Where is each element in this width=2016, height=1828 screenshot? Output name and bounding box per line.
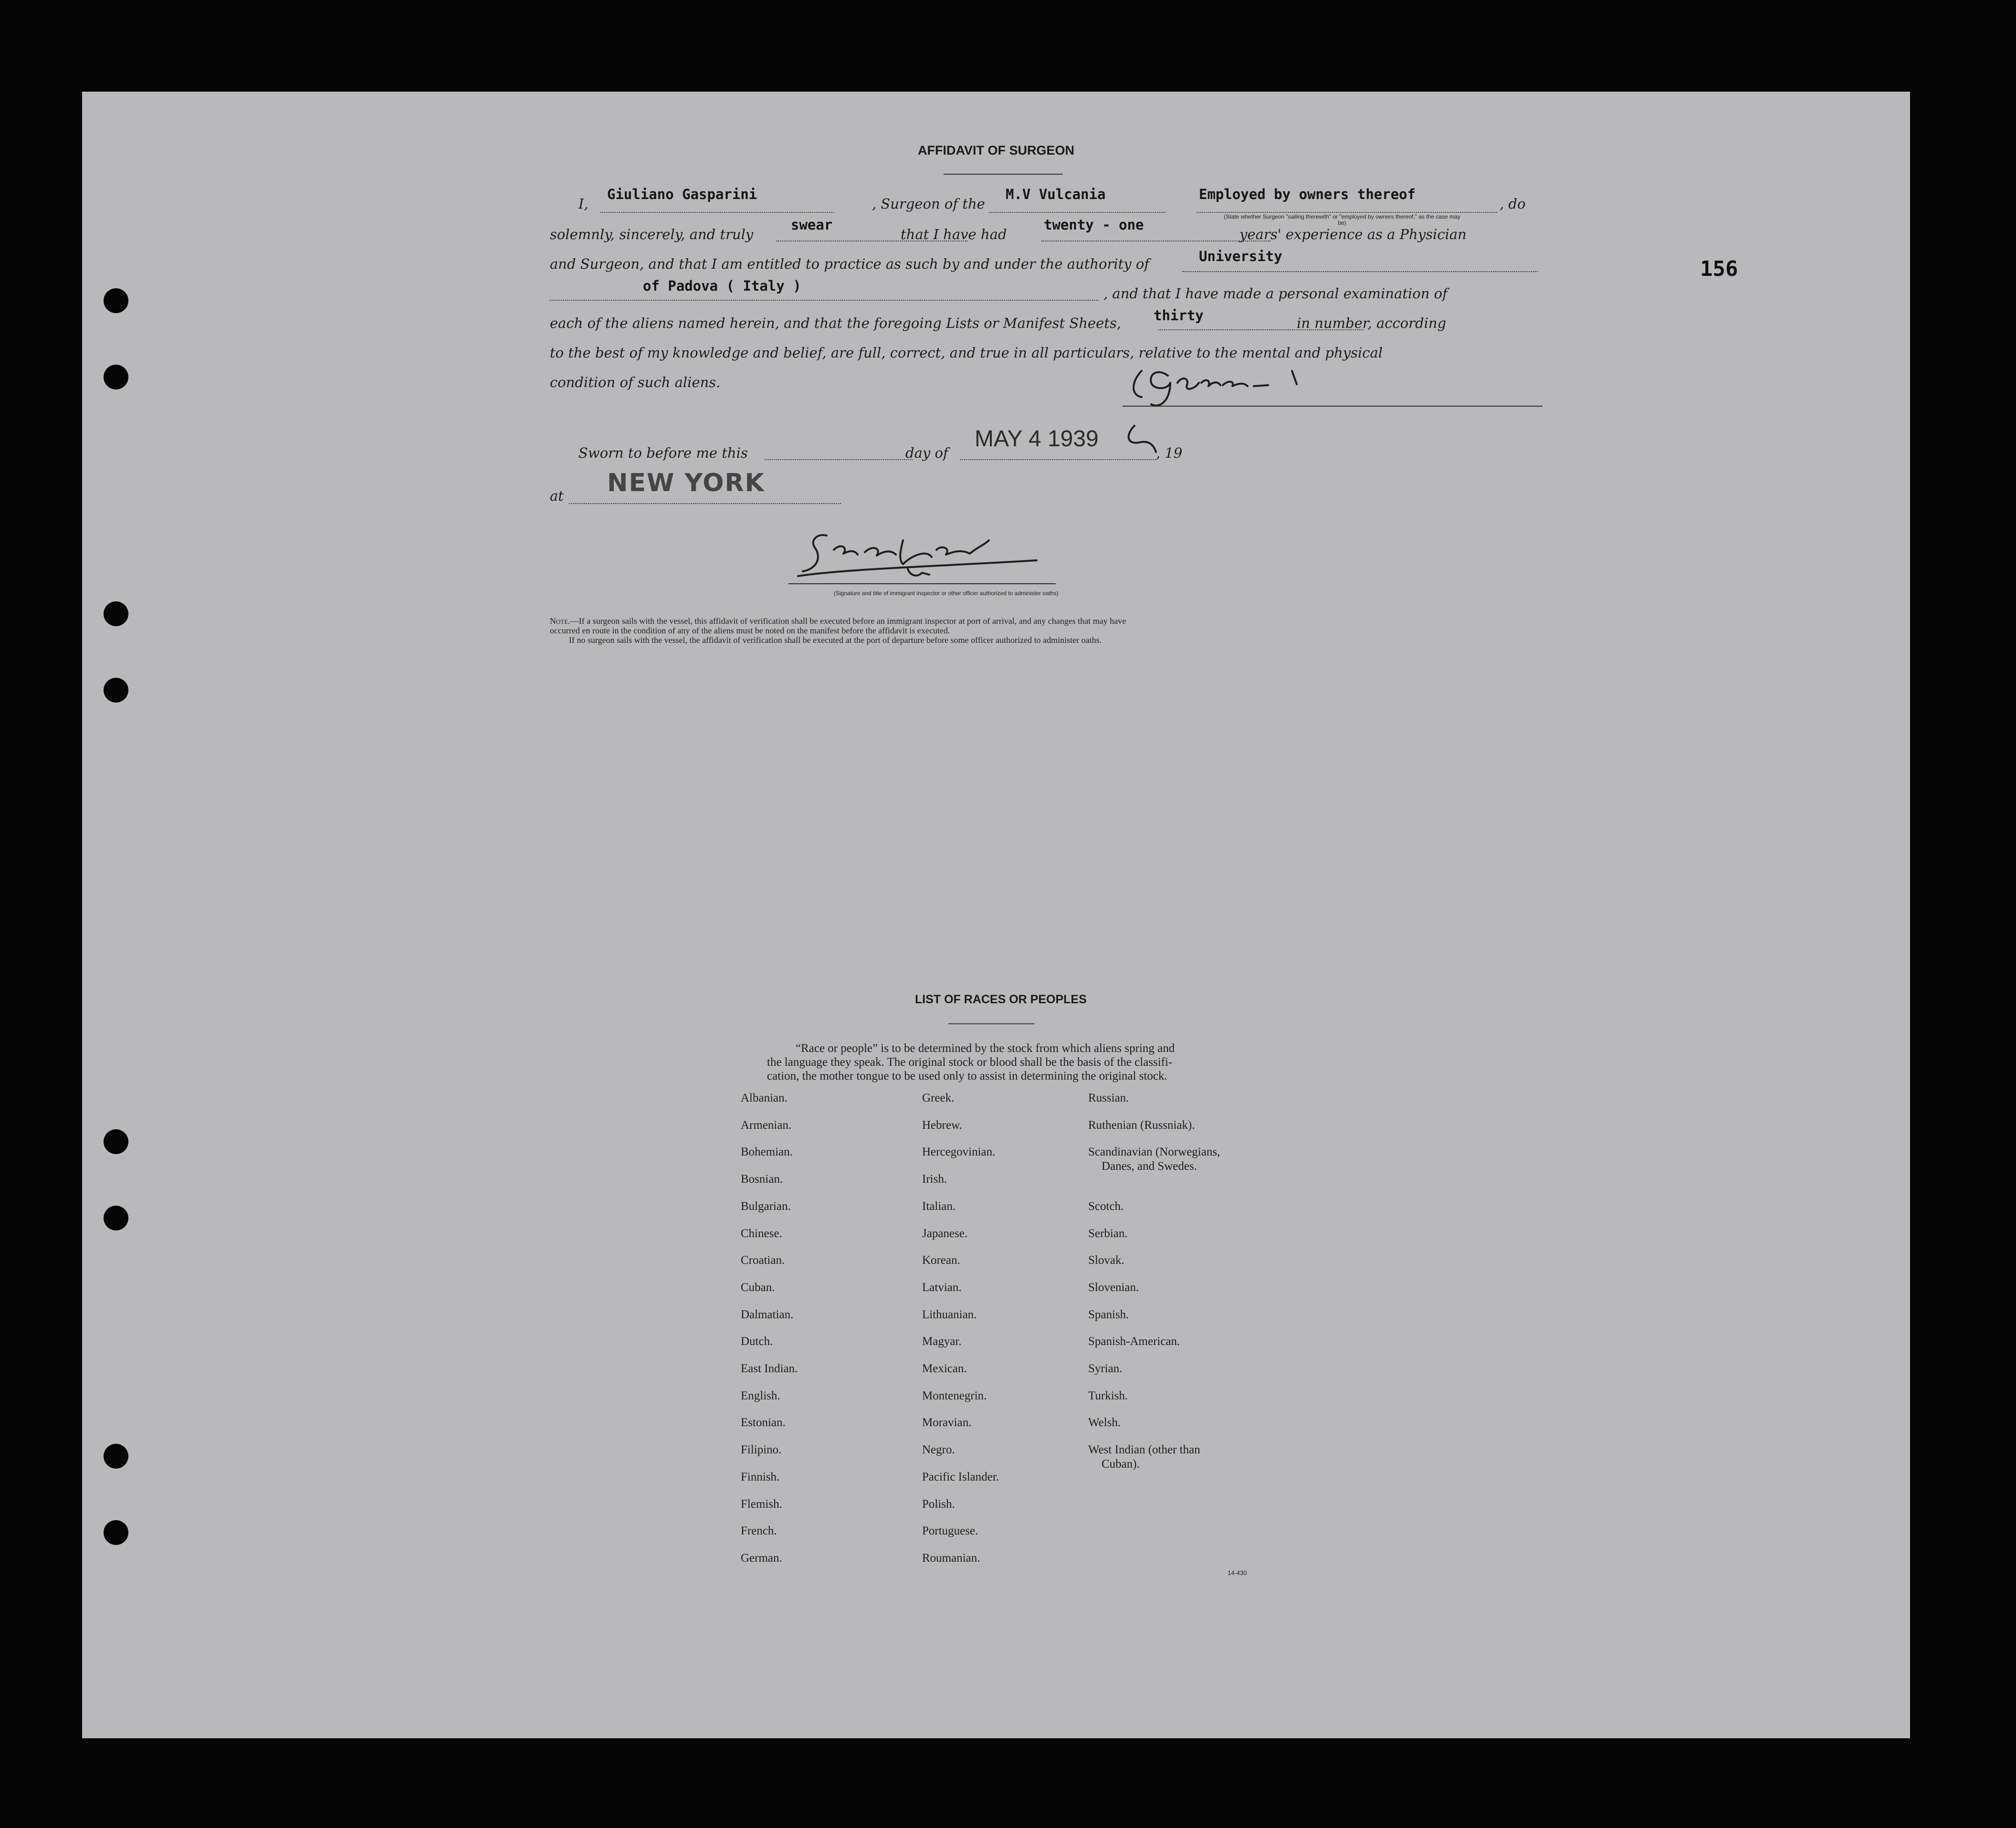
employment-note: (State whether Surgeon "sailing therewith" or "employed by owners thereof," as the case may be) — [1224, 213, 1460, 226]
race-entry: Dalmatian. — [741, 1308, 794, 1321]
day-label: day of — [905, 445, 948, 461]
years: twenty - one — [1044, 217, 1144, 233]
surgeon-name: Giuliano Gasparini — [607, 186, 757, 202]
race-entry: Serbian. — [1088, 1227, 1128, 1240]
line7: condition of such aliens. — [550, 374, 721, 390]
race-entry: Magyar. — [922, 1335, 962, 1348]
manifest-page — [82, 92, 1910, 1738]
race-entry: Moravian. — [922, 1416, 972, 1429]
race-entry: Negro. — [922, 1443, 955, 1456]
line2-pre: solemnly, sincerely, and truly — [550, 226, 754, 242]
line2-post: years' experience as a Physician — [1239, 226, 1467, 242]
punch-hole — [104, 678, 128, 703]
line3-pre: and Surgeon, and that I am entitled to practice as such by and under the authority of — [550, 256, 1150, 272]
line1-mid: , Surgeon of the — [872, 196, 985, 212]
authority1: University — [1199, 248, 1282, 264]
inspector-signature-line — [788, 583, 1056, 584]
race-entry: Hebrew. — [922, 1119, 962, 1132]
inspector-signature — [788, 521, 1084, 588]
race-entry: Filipino. — [741, 1443, 782, 1456]
race-entry: Dutch. — [741, 1335, 773, 1348]
race-entry: Bohemian. — [741, 1145, 793, 1158]
race-entry: Bulgarian. — [741, 1200, 791, 1213]
at-label: at — [550, 488, 564, 504]
race-entry: Croatian. — [741, 1254, 785, 1267]
race-entry: Hercegovinian. — [922, 1145, 996, 1158]
race-entry: West Indian (other than — [1088, 1443, 1200, 1456]
line5-pre: each of the aliens named herein, and that the foregoing Lists or Manifest Sheets, — [550, 315, 1122, 331]
employment-underline — [1197, 212, 1497, 213]
line5-post: in number, according — [1297, 315, 1447, 331]
line4-post: , and that I have made a personal examination of — [1103, 285, 1448, 302]
intro-line-3: cation, the mother tongue to be used only to assist in determining the original stock. — [767, 1070, 1167, 1082]
race-entry: Scandinavian (Norwegians, — [1088, 1145, 1220, 1158]
race-entry: Greek. — [922, 1092, 955, 1104]
place-stamp: NEW YORK — [607, 469, 765, 497]
line1-post: , do — [1500, 196, 1526, 212]
race-entry: Pacific Islander. — [922, 1471, 999, 1483]
race-entry: East Indian. — [741, 1362, 798, 1375]
race-entry: Russian. — [1088, 1092, 1129, 1104]
race-entry: Cuban). — [1102, 1458, 1140, 1471]
races-intro — [767, 1041, 1175, 1083]
sworn-pre: Sworn to before me this — [578, 445, 748, 461]
race-entry: Flemish. — [741, 1498, 782, 1511]
race-entry: Japanese. — [922, 1227, 968, 1240]
race-entry: Syrian. — [1088, 1362, 1123, 1375]
race-entry: Albanian. — [741, 1092, 788, 1104]
race-entry: Scotch. — [1088, 1200, 1124, 1213]
affidavit-title: AFFIDAVIT OF SURGEON — [918, 143, 1074, 158]
race-entry: Danes, and Swedes. — [1102, 1160, 1197, 1173]
note-line3: If no surgeon sails with the vessel, the affidavit of verification shall be executed at the port of departure before some officer authorized to administer oaths. — [569, 635, 1102, 645]
race-entry: Slovak. — [1088, 1254, 1124, 1267]
race-entry: Korean. — [922, 1254, 960, 1267]
race-entry: Montenegrin. — [922, 1389, 987, 1402]
race-entry: Finnish. — [741, 1471, 780, 1483]
note-label: Note. — [550, 616, 570, 626]
punch-hole — [104, 1444, 128, 1469]
signature-caption: (Signature and title of immigrant inspector or other officer authorized to administer oaths) — [834, 590, 1059, 597]
race-entry: Ruthenian (Russniak). — [1088, 1119, 1195, 1132]
race-entry: Spanish-American. — [1088, 1335, 1180, 1348]
line1-pre: I, — [578, 196, 588, 212]
punch-hole — [104, 601, 128, 626]
title-underline — [944, 174, 1063, 175]
authority-underline — [1182, 271, 1538, 272]
race-entry: Chinese. — [741, 1227, 782, 1240]
place-underline — [569, 503, 841, 504]
punch-hole — [104, 365, 128, 389]
form-number: 14-430 — [1228, 1569, 1247, 1576]
race-entry: Spanish. — [1088, 1308, 1129, 1321]
surgeon-signature — [1123, 357, 1457, 409]
race-entry: Bosnian. — [741, 1173, 783, 1186]
note — [550, 616, 1126, 626]
vessel-underline — [989, 212, 1166, 213]
race-entry: Italian. — [922, 1200, 956, 1213]
employment: Employed by owners thereof — [1199, 186, 1416, 202]
sheet-count: thirty — [1154, 307, 1204, 324]
race-entry: Estonian. — [741, 1416, 786, 1429]
race-entry: German. — [741, 1552, 782, 1565]
races-title: LIST OF RACES OR PEOPLES — [915, 993, 1087, 1006]
race-entry: Turkish. — [1088, 1389, 1128, 1402]
vessel-name: M.V Vulcania — [1006, 186, 1106, 202]
oath: swear — [791, 217, 833, 233]
line6: to the best of my knowledge and belief, are full, correct, and true in all particulars, relative to the mental and physical — [550, 345, 1383, 361]
intro-line-2: the language they speak. The original stock or blood shall be the basis of the classifi- — [767, 1056, 1173, 1069]
race-entry: Slovenian. — [1088, 1281, 1139, 1294]
race-entry: Roumanian. — [922, 1552, 980, 1565]
name-underline — [600, 212, 834, 213]
race-entry: English. — [741, 1389, 780, 1402]
race-entry: Lithuanian. — [922, 1308, 977, 1321]
punch-hole — [104, 288, 128, 313]
punch-hole — [104, 1520, 128, 1545]
race-entry: Cuban. — [741, 1281, 775, 1294]
race-entry: Armenian. — [741, 1119, 792, 1132]
race-entry: Mexican. — [922, 1362, 967, 1375]
authority2-underline — [550, 300, 1099, 301]
race-entry: Latvian. — [922, 1281, 962, 1294]
race-entry: Welsh. — [1088, 1416, 1121, 1429]
date-stamp: MAY 4 1939 — [975, 426, 1099, 452]
race-entry: Irish. — [922, 1173, 947, 1186]
year-label: , 19 — [1156, 445, 1183, 461]
intro-line-1: “Race or people” is to be determined by the stock from which aliens spring and — [796, 1042, 1175, 1055]
punch-hole — [104, 1129, 128, 1154]
races-title-underline — [948, 1023, 1034, 1024]
race-entry: Portuguese. — [922, 1524, 978, 1537]
punch-hole — [104, 1206, 128, 1230]
race-entry: French. — [741, 1524, 777, 1537]
surgeon-signature-line — [1123, 406, 1543, 407]
note-line2: occurred en route in the condition of any of the aliens must be noted on the manifest before the affidavit is executed. — [550, 626, 950, 635]
day-underline — [765, 459, 913, 460]
page-number: 156 — [1700, 257, 1738, 281]
note-line1: —If a surgeon sails with the vessel, this affidavit of verification shall be executed before an immigrant inspector at port of arrival, and any changes that may have — [570, 616, 1126, 626]
race-entry: Polish. — [922, 1498, 955, 1511]
authority2: of Padova ( Italy ) — [643, 278, 801, 294]
years-underline — [1041, 241, 1270, 242]
line2-mid: that I have had — [901, 226, 1007, 242]
